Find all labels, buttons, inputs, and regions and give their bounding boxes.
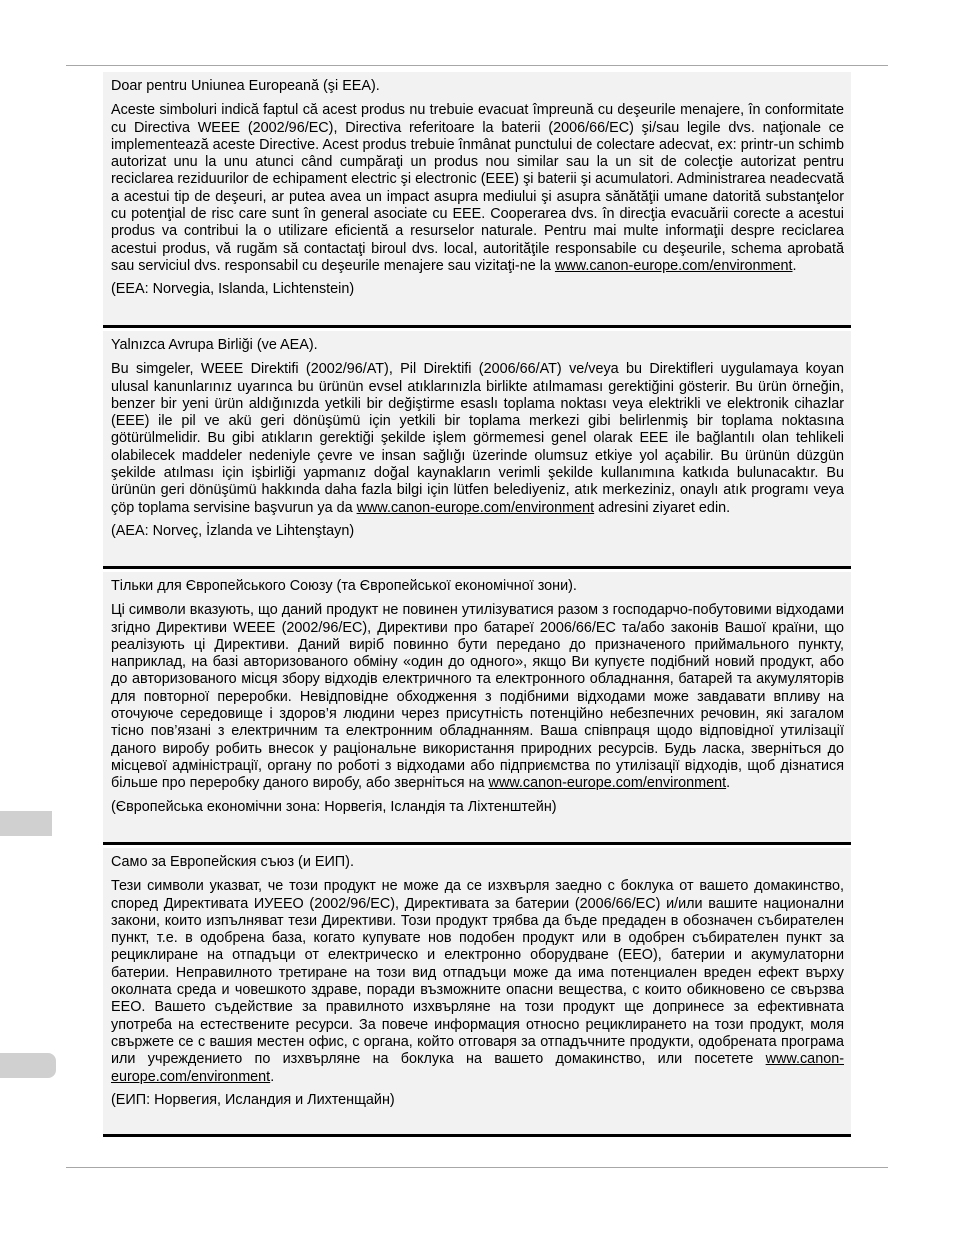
section-bulgarian — [103, 848, 851, 1137]
side-tab-marker — [0, 811, 52, 836]
section-body: Ці символи вказують, що даний продукт не повинен утилізуватися разом з господарчо-побутовими відходами згідно Директиви WEEE (2002/96/EC), Директиви про батареї 2006/66/EC та/або законів Вашої країни, що реалізують ці Директиви. Даний виріб повинно бути передано до призначеного приймального пункту, наприклад, на базі авторизованого обміну «один до одного», якщо Ви купуєте подібний новий продукт, або до авторизованого місця збору відходів електричного та електронного обладнання, батарей та акумуляторів для повторної переробки. Невідповідне обходження з подібними відходами може завдавати впливу на оточуюче середовище і здоров’я людини через присутність потенційно небезпечних речовин, які загалом тісно пов’язані з електричним та електронним обладнанням. Ваша співпраця щодо відповідної утилізації даного виробу робить внесок у раціональне використання природних ресурсів. Будь ласка, зверніться до місцевої адміністрації, органу по роботі з відходами або підприємства по утилізації відходів, щоб дізнатися більше про переробку даного виробу, або зверніться на www.canon-europe.com/environment. — [111, 602, 844, 792]
section-note: (EEA: Norvegia, Islanda, Lichtenstein) — [111, 281, 355, 298]
section-body: Bu simgeler, WEEE Direktifi (2002/96/AT), Pil Direktifi (2006/66/AT) ve/veya bu Direktifleri uygulamaya koyan ulusal kanunlarınız uyarınca bu ürünün evsel atıklarınızla birlikte atılmaması gerektiğini gösterir. Bu ürün örneğin, benzer bir yeni ürün aldığınızda yetkili bir değiştirme esaslı toplama noktası veya elektrikli ve elektronik cihazlar (EEE) ile pil ve akü geri dönüşümü için yetkili bir toplama merkezi gibi belirlenmiş bir toplama noktasına götürülmelidir. Bu gibi atıkların gerektiği şekilde işlem görmemesi genel olarak EEE ile bağlantılı olan tehlikeli olabilecek maddeler nedeniyle çevre ve insan sağlığı üzerinde olumsuz etkiye yol açabilir. Bu ürünün düzgün şekilde atılması için işbirliği yapmanız doğal kaynakların verimli şekilde kullanımına katkıda bulunacaktır. Bu ürünün geri dönüşümü hakkında daha fazla bilgi için lütfen belediyeniz, atık merkeziniz, onaylı atık programı veya çöp toplama servisine başvurun ya da www.canon-europe.com/environment adresini ziyaret edin. — [111, 361, 844, 516]
section-note: (AEA: Norveç, İzlanda ve Lihtenştayn) — [111, 522, 355, 539]
section-note: (Європейська економічни зона: Норвегія, Ісландія та Ліхтенштейн) — [111, 798, 557, 815]
environment-link[interactable]: www.canon-europe.com/environment — [488, 775, 727, 792]
footer-rule — [66, 1167, 888, 1168]
section-body: Aceste simboluri indică faptul că acest produs nu trebuie evacuat împreună cu deşeurile menajere, în conformitate cu Directiva WEEE (2002/96/EC), Directiva referitoare la baterii (2006/66/EC) şi/sau legile dvs. naţionale ce implementează aceste Directive. Acest produs trebuie înmânat punctului de colectare adecvat, ex: printr-un schimb autorizat unu la unu atunci când cumpăraţi un produs nou similar sau la un sit de colecţie autorizat pentru reciclarea reziduurilor de echipament electric şi electronic (EEE) şi baterii şi acumulatori. Administrarea neadecvată a acestui tip de deşeuri, ar putea avea un impact asupra mediului şi asupra sănătăţii umane datorită substanţelor cu potenţial de risc care sunt în general asociate cu EEE. Cooperarea dvs. în direcţia evacuării corecte a acestui produs va contribui la o utilizare eficientă a resurselor naturale. Pentru mai multe informaţii despre reciclarea acestui produs, vă rugăm să contactaţi biroul dvs. local, autorităţile responsabile cu deşeurile, schema aprobată sau serviciul dvs. responsabil cu deşeurile menajere sau vizitaţi-ne la www.canon-europe.com/environment. — [111, 102, 844, 274]
environment-link[interactable]: www.canon-europe.com/environment — [111, 1051, 844, 1085]
environment-link[interactable]: www.canon-europe.com/environment — [356, 499, 595, 516]
section-heading: Yalnızca Avrupa Birliği (ve AEA). — [111, 337, 318, 353]
environment-link[interactable]: www.canon-europe.com/environment — [554, 257, 793, 274]
section-ukrainian — [103, 572, 851, 845]
section-heading: Тільки для Європейського Союзу (та Європейської економічної зони). — [111, 578, 577, 594]
section-note: (ЕИП: Норвегия, Исландия и Лихтенщайн) — [111, 1091, 395, 1108]
section-romanian — [103, 72, 851, 328]
section-turkish — [103, 331, 851, 569]
header-rule — [66, 65, 888, 66]
side-thumb-tab — [0, 1053, 56, 1078]
section-heading: Doar pentru Uniunea Europeană (şi EEA). — [111, 78, 380, 94]
section-heading: Само за Европейския съюз (и ЕИП). — [111, 854, 354, 870]
section-body: Тези символи указват, че този продукт не може да се изхвърля заедно с боклука от вашето домакинство, според Директивата ИУЕЕО (2002/96/ЕС), Директивата за батерии (2006/66/ЕС) и/или вашите национални закони, които изпълняват тези Директиви. Този продукт трябва да бъде предаден в обозначен събирателен пункт, т.е. в одобрена база, когато купувате нов подобен продукт или в одобрен събирателен пункт за рециклиране на отпадъци от електрическо и електронно оборудване (ЕЕО), батерии и акумулаторни батерии. Неправилното третиране на този вид отпадъци може да има потенциален вреден ефект върху околната среда и човешкото здраве, поради възможните опасни вещества, с които обикновено се свързва ЕЕО. Вашето съдействие за правилното изхвърляне на този продукт ще допринесе за ефективната употреба на естествените ресурси. За повече информация относно рециклирането на този продукт, моля свържете се с вашия местен офис, с органа, който отговаря за отпадъчните продукти, одобрената програма или учреждението по изхвърляне на боклука на вашето домакинство, или посетете www.canon-europe.com/environment. — [111, 878, 844, 1085]
